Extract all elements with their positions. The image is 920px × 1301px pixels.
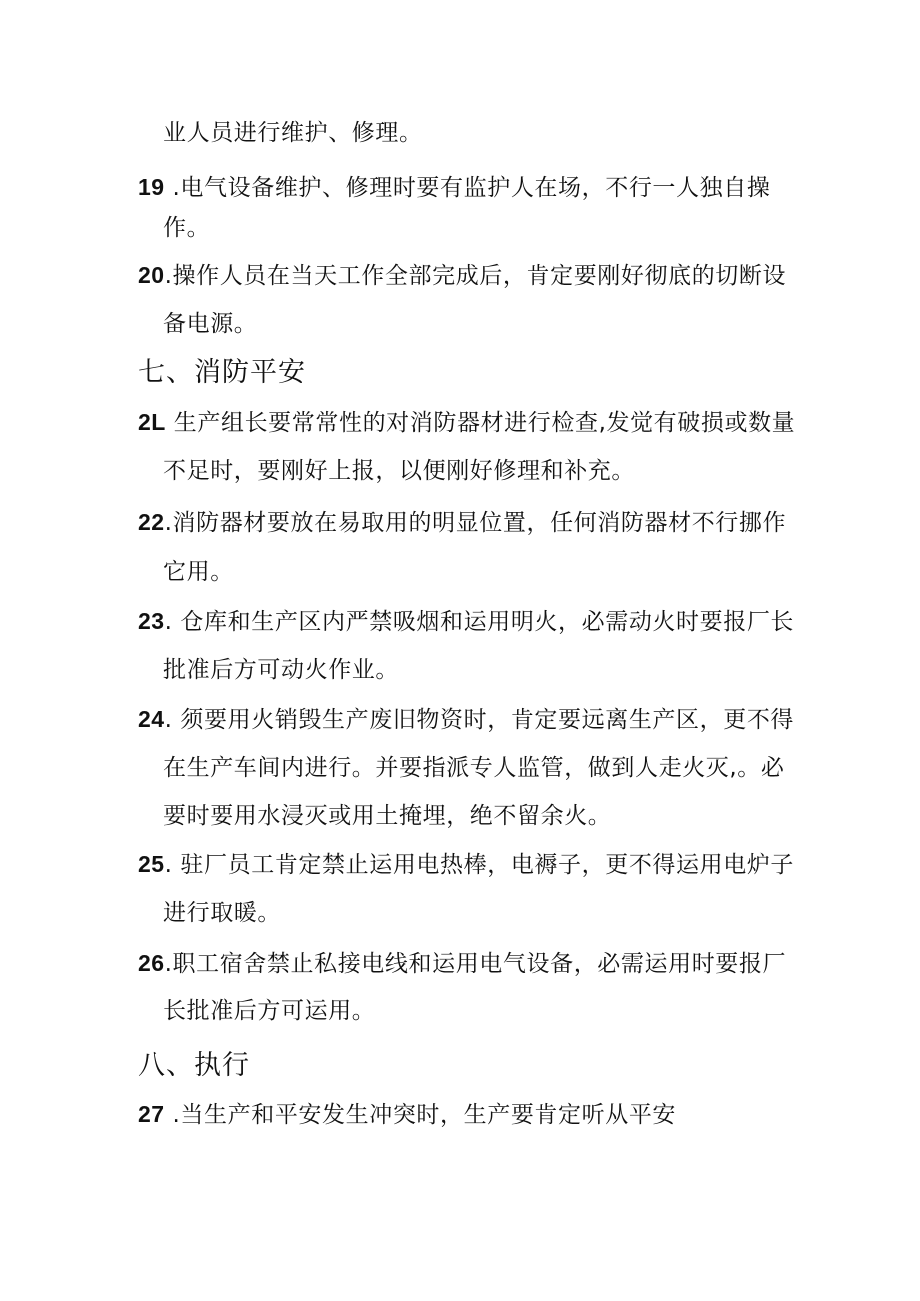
item-number: 19: [138, 174, 165, 200]
item-number: 2L: [138, 409, 166, 435]
text-line: 它用。: [163, 559, 234, 585]
text-line: 要时要用水浸灭或用土掩埋，绝不留余火。: [163, 803, 612, 829]
list-item-19: 19 .电气设备维护、修理时要有监护人在场，不行一人独自操: [138, 174, 771, 201]
text-line: 不足时，要刚好上报，以便刚好修理和补充。: [163, 458, 635, 484]
text-line: 在生产车间内进行。并要指派专人监管，做到人走火灭,。必: [163, 755, 785, 781]
list-item-26: 26.职工宿舍禁止私接电线和运用电气设备，必需运用时要报厂: [138, 950, 787, 977]
item-number: 25: [138, 851, 165, 877]
item-number: 20: [138, 262, 165, 288]
list-item-22: 22.消防器材要放在易取用的明显位置，任何消防器材不行挪作: [138, 509, 787, 536]
list-item-24: 24. 须要用火销毁生产废旧物资时，肯定要远离生产区，更不得: [138, 706, 795, 733]
list-item-25: 25. 驻厂员工肯定禁止运用电热棒，电褥子，更不得运用电炉子: [138, 851, 795, 878]
text-line: 作。: [163, 215, 211, 241]
item-number: 27: [138, 1101, 165, 1127]
item-number: 24: [138, 706, 165, 732]
text-line: 长批准后方可运用。: [163, 998, 376, 1024]
list-item-20: 20.操作人员在当天工作全部完成后，肯定要刚好彻底的切断设: [138, 262, 787, 289]
item-number: 26: [138, 950, 165, 976]
text-line: 业人员进行维护、修理。: [163, 120, 423, 146]
list-item-23: 23. 仓库和生产区内严禁吸烟和运用明火，必需动火时要报厂长: [138, 608, 795, 635]
item-number: 22: [138, 509, 165, 535]
section-heading: 七、消防平安: [138, 357, 306, 388]
list-item-21: 2L 生产组长要常常性的对消防器材进行检查,发觉有破损或数量: [138, 409, 796, 436]
text-line: 备电源。: [163, 311, 258, 337]
item-number: 23: [138, 608, 165, 634]
section-heading: 八、执行: [138, 1050, 250, 1081]
text-line: 批准后方可动火作业。: [163, 657, 399, 683]
list-item-27: 27 .当生产和平安发生冲突时，生产要肯定听从平安: [138, 1101, 677, 1128]
text-line: 进行取暖。: [163, 900, 281, 926]
